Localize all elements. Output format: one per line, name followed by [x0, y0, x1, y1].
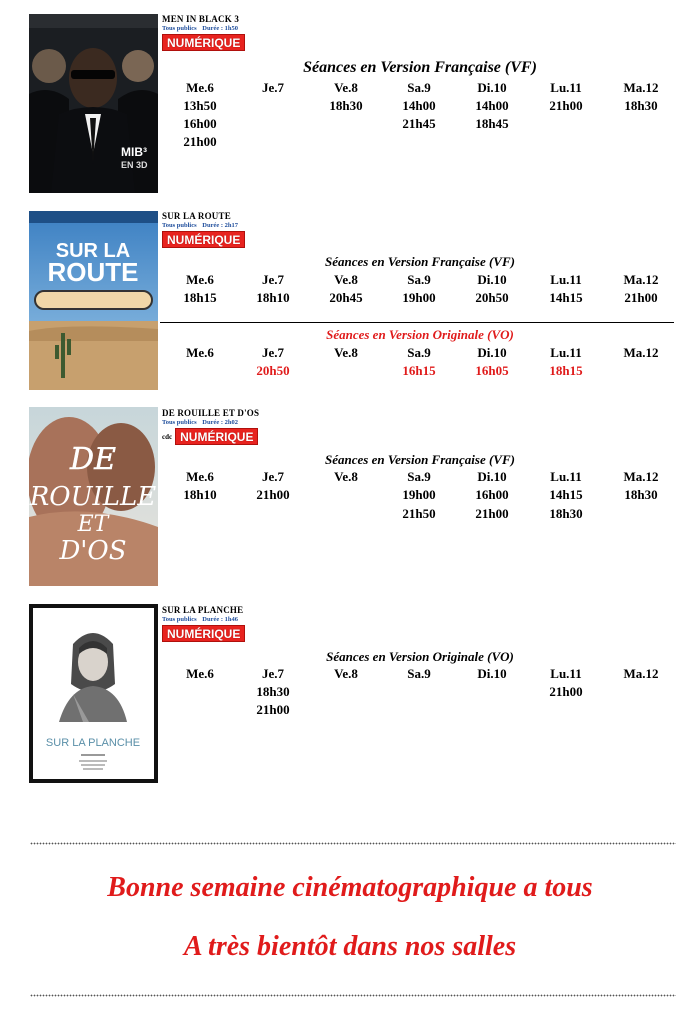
- duration-label: Durée : 2h17: [202, 222, 239, 229]
- digital-badge: NUMÉRIQUE: [175, 428, 258, 445]
- audience-label: Tous publics: [162, 419, 197, 426]
- day-header: Me.6: [186, 469, 214, 484]
- day-header: Sa.9: [407, 345, 431, 360]
- showtime[interactable]: 18h15: [549, 363, 583, 378]
- day-header: Lu.11: [550, 80, 582, 95]
- day-header: Lu.11: [550, 345, 582, 360]
- star-divider-top: [30, 842, 676, 845]
- day-header: Sa.9: [407, 80, 431, 95]
- film-title: SUR LA ROUTE: [162, 211, 231, 221]
- times-row: [160, 684, 690, 702]
- day-header: Sa.9: [407, 469, 431, 484]
- showtime[interactable]: 18h10: [183, 487, 217, 502]
- poster-subtitle-text: EN 3D: [121, 160, 148, 170]
- showtime[interactable]: 19h00: [402, 487, 436, 502]
- poster-image: [29, 604, 158, 783]
- day-header: Ve.8: [334, 80, 358, 95]
- poster-title-text-2: ROUILLE: [29, 482, 157, 512]
- day-header: Je.7: [261, 666, 285, 681]
- showtime[interactable]: 21h00: [549, 98, 583, 113]
- showtime[interactable]: 21h00: [256, 487, 290, 502]
- day-header: Ve.8: [334, 345, 358, 360]
- audience-label: Tous publics: [162, 25, 197, 32]
- day-header: Lu.11: [550, 666, 582, 681]
- film-meta: [162, 616, 245, 623]
- poster-title-text: DE: [70, 442, 116, 477]
- section-heading-vo: Séances en Version Originale (VO): [326, 327, 514, 342]
- days-row: [160, 345, 690, 363]
- poster-image: [29, 211, 158, 390]
- day-header: Ve.8: [334, 469, 358, 484]
- poster-sur-la-planche[interactable]: [29, 604, 158, 783]
- film-meta: [162, 419, 259, 426]
- section-heading: Séances en Version Française (VF): [325, 254, 515, 269]
- duration-label: Durée : 1h50: [202, 25, 239, 32]
- day-header: Di.10: [477, 272, 507, 287]
- showtime[interactable]: 14h00: [402, 98, 436, 113]
- footer-farewell: A très bientôt dans nos salles: [183, 931, 517, 962]
- film-info: [162, 605, 245, 642]
- format-badge-row: [162, 231, 245, 248]
- times-row: [160, 98, 690, 116]
- times-row: [160, 702, 690, 720]
- showtime[interactable]: 20h50: [475, 290, 509, 305]
- section-divider: [160, 322, 674, 323]
- day-header: Ma.12: [623, 666, 659, 681]
- times-row: [160, 290, 690, 308]
- day-header: Je.7: [261, 272, 285, 287]
- showtime[interactable]: 21h00: [183, 134, 217, 149]
- showtime[interactable]: 18h15: [183, 290, 217, 305]
- poster-title-text: SUR LA: [55, 240, 131, 262]
- days-row: [160, 469, 690, 487]
- audience-label: Tous publics: [162, 222, 197, 229]
- digital-badge: NUMÉRIQUE: [162, 34, 245, 51]
- film-title: DE ROUILLE ET D'OS: [162, 408, 260, 418]
- film-meta: [162, 25, 245, 32]
- showtime[interactable]: 21h00: [256, 702, 290, 717]
- showtime[interactable]: 18h45: [475, 116, 509, 131]
- section-heading: Séances en Version Française (VF): [325, 452, 515, 467]
- showtime[interactable]: 14h00: [475, 98, 509, 113]
- showtime[interactable]: 21h00: [624, 290, 658, 305]
- duration-label: Durée : 1h46: [202, 616, 239, 623]
- showtime[interactable]: 18h30: [256, 684, 290, 699]
- film-meta: [162, 222, 245, 229]
- showtime[interactable]: 14h15: [549, 487, 583, 502]
- day-header: Ma.12: [623, 469, 659, 484]
- showtime[interactable]: 18h30: [624, 98, 658, 113]
- showtime[interactable]: 20h50: [256, 363, 290, 378]
- poster-title-text: MIB³: [121, 145, 147, 159]
- day-header: Me.6: [186, 80, 214, 95]
- film-info: [162, 14, 245, 51]
- day-header: Me.6: [186, 272, 214, 287]
- showtime[interactable]: 21h45: [402, 116, 436, 131]
- day-header: Sa.9: [407, 666, 431, 681]
- poster-sur-la-route[interactable]: [29, 211, 158, 390]
- day-header: Lu.11: [550, 469, 582, 484]
- times-row: [160, 134, 690, 152]
- star-divider-bottom: [30, 994, 676, 997]
- showtime[interactable]: 18h10: [256, 290, 290, 305]
- showtime[interactable]: 20h45: [329, 290, 363, 305]
- poster-title-text: SUR LA PLANCHE: [45, 737, 141, 749]
- day-header: Lu.11: [550, 272, 582, 287]
- duration-label: Durée : 2h02: [202, 419, 239, 426]
- showtime[interactable]: 16h00: [183, 116, 217, 131]
- showtime[interactable]: 18h30: [329, 98, 363, 113]
- film-title: MEN IN BLACK 3: [162, 14, 240, 24]
- film-title: SUR LA PLANCHE: [162, 605, 244, 615]
- day-header: Ve.8: [334, 666, 358, 681]
- days-row: [160, 666, 690, 684]
- showtime[interactable]: 21h00: [549, 684, 583, 699]
- day-header: Je.7: [261, 469, 285, 484]
- showtime[interactable]: 16h15: [402, 363, 436, 378]
- showtime[interactable]: 21h50: [402, 506, 436, 521]
- footer-greeting: Bonne semaine cinématographique a tous: [107, 872, 593, 903]
- times-row: [160, 487, 690, 505]
- showtime[interactable]: 14h15: [549, 290, 583, 305]
- showtime[interactable]: 13h50: [183, 98, 217, 113]
- digital-badge: NUMÉRIQUE: [162, 231, 245, 248]
- day-header: Di.10: [477, 469, 507, 484]
- day-header: Sa.9: [407, 272, 431, 287]
- day-header: Di.10: [477, 80, 507, 95]
- showtime[interactable]: 16h05: [475, 363, 509, 378]
- poster-title-text-2: ROUTE: [47, 257, 139, 287]
- day-header: Me.6: [186, 666, 214, 681]
- format-badge-row: [162, 625, 245, 642]
- showtime[interactable]: 18h30: [624, 487, 658, 502]
- digital-badge: NUMÉRIQUE: [162, 625, 245, 642]
- poster-de-rouille-et-dos[interactable]: [29, 407, 158, 586]
- audience-label: Tous publics: [162, 616, 197, 623]
- times-row: [160, 506, 690, 524]
- format-badge-row: [162, 34, 245, 51]
- poster-title-text-4: D'OS: [59, 536, 127, 566]
- badge-prefix: cdc: [162, 432, 173, 441]
- section-heading: Séances en Version Originale (VO): [326, 649, 514, 664]
- day-header: Je.7: [261, 80, 285, 95]
- showtime[interactable]: 16h00: [475, 487, 509, 502]
- showtime[interactable]: 19h00: [402, 290, 436, 305]
- times-row: [160, 116, 690, 134]
- film-info: [162, 408, 259, 445]
- day-header: Di.10: [477, 345, 507, 360]
- showtime[interactable]: 21h00: [475, 506, 509, 521]
- showtime[interactable]: 18h30: [549, 506, 583, 521]
- day-header: Je.7: [261, 345, 285, 360]
- day-header: Me.6: [186, 345, 214, 360]
- day-header: Di.10: [477, 666, 507, 681]
- day-header: Ma.12: [623, 80, 659, 95]
- film-info: [162, 211, 245, 248]
- format-badge-row: [162, 428, 259, 445]
- day-header: Ve.8: [334, 272, 358, 287]
- days-row: [160, 80, 690, 98]
- day-header: Ma.12: [623, 272, 659, 287]
- day-header: Ma.12: [623, 345, 659, 360]
- times-row: [160, 363, 690, 381]
- poster-image: [29, 14, 158, 193]
- poster-image: [29, 407, 158, 586]
- poster-title-text-3: ET: [77, 512, 109, 537]
- poster-men-in-black-3[interactable]: [29, 14, 158, 193]
- section-heading: Séances en Version Française (VF): [303, 59, 537, 76]
- days-row: [160, 272, 690, 290]
